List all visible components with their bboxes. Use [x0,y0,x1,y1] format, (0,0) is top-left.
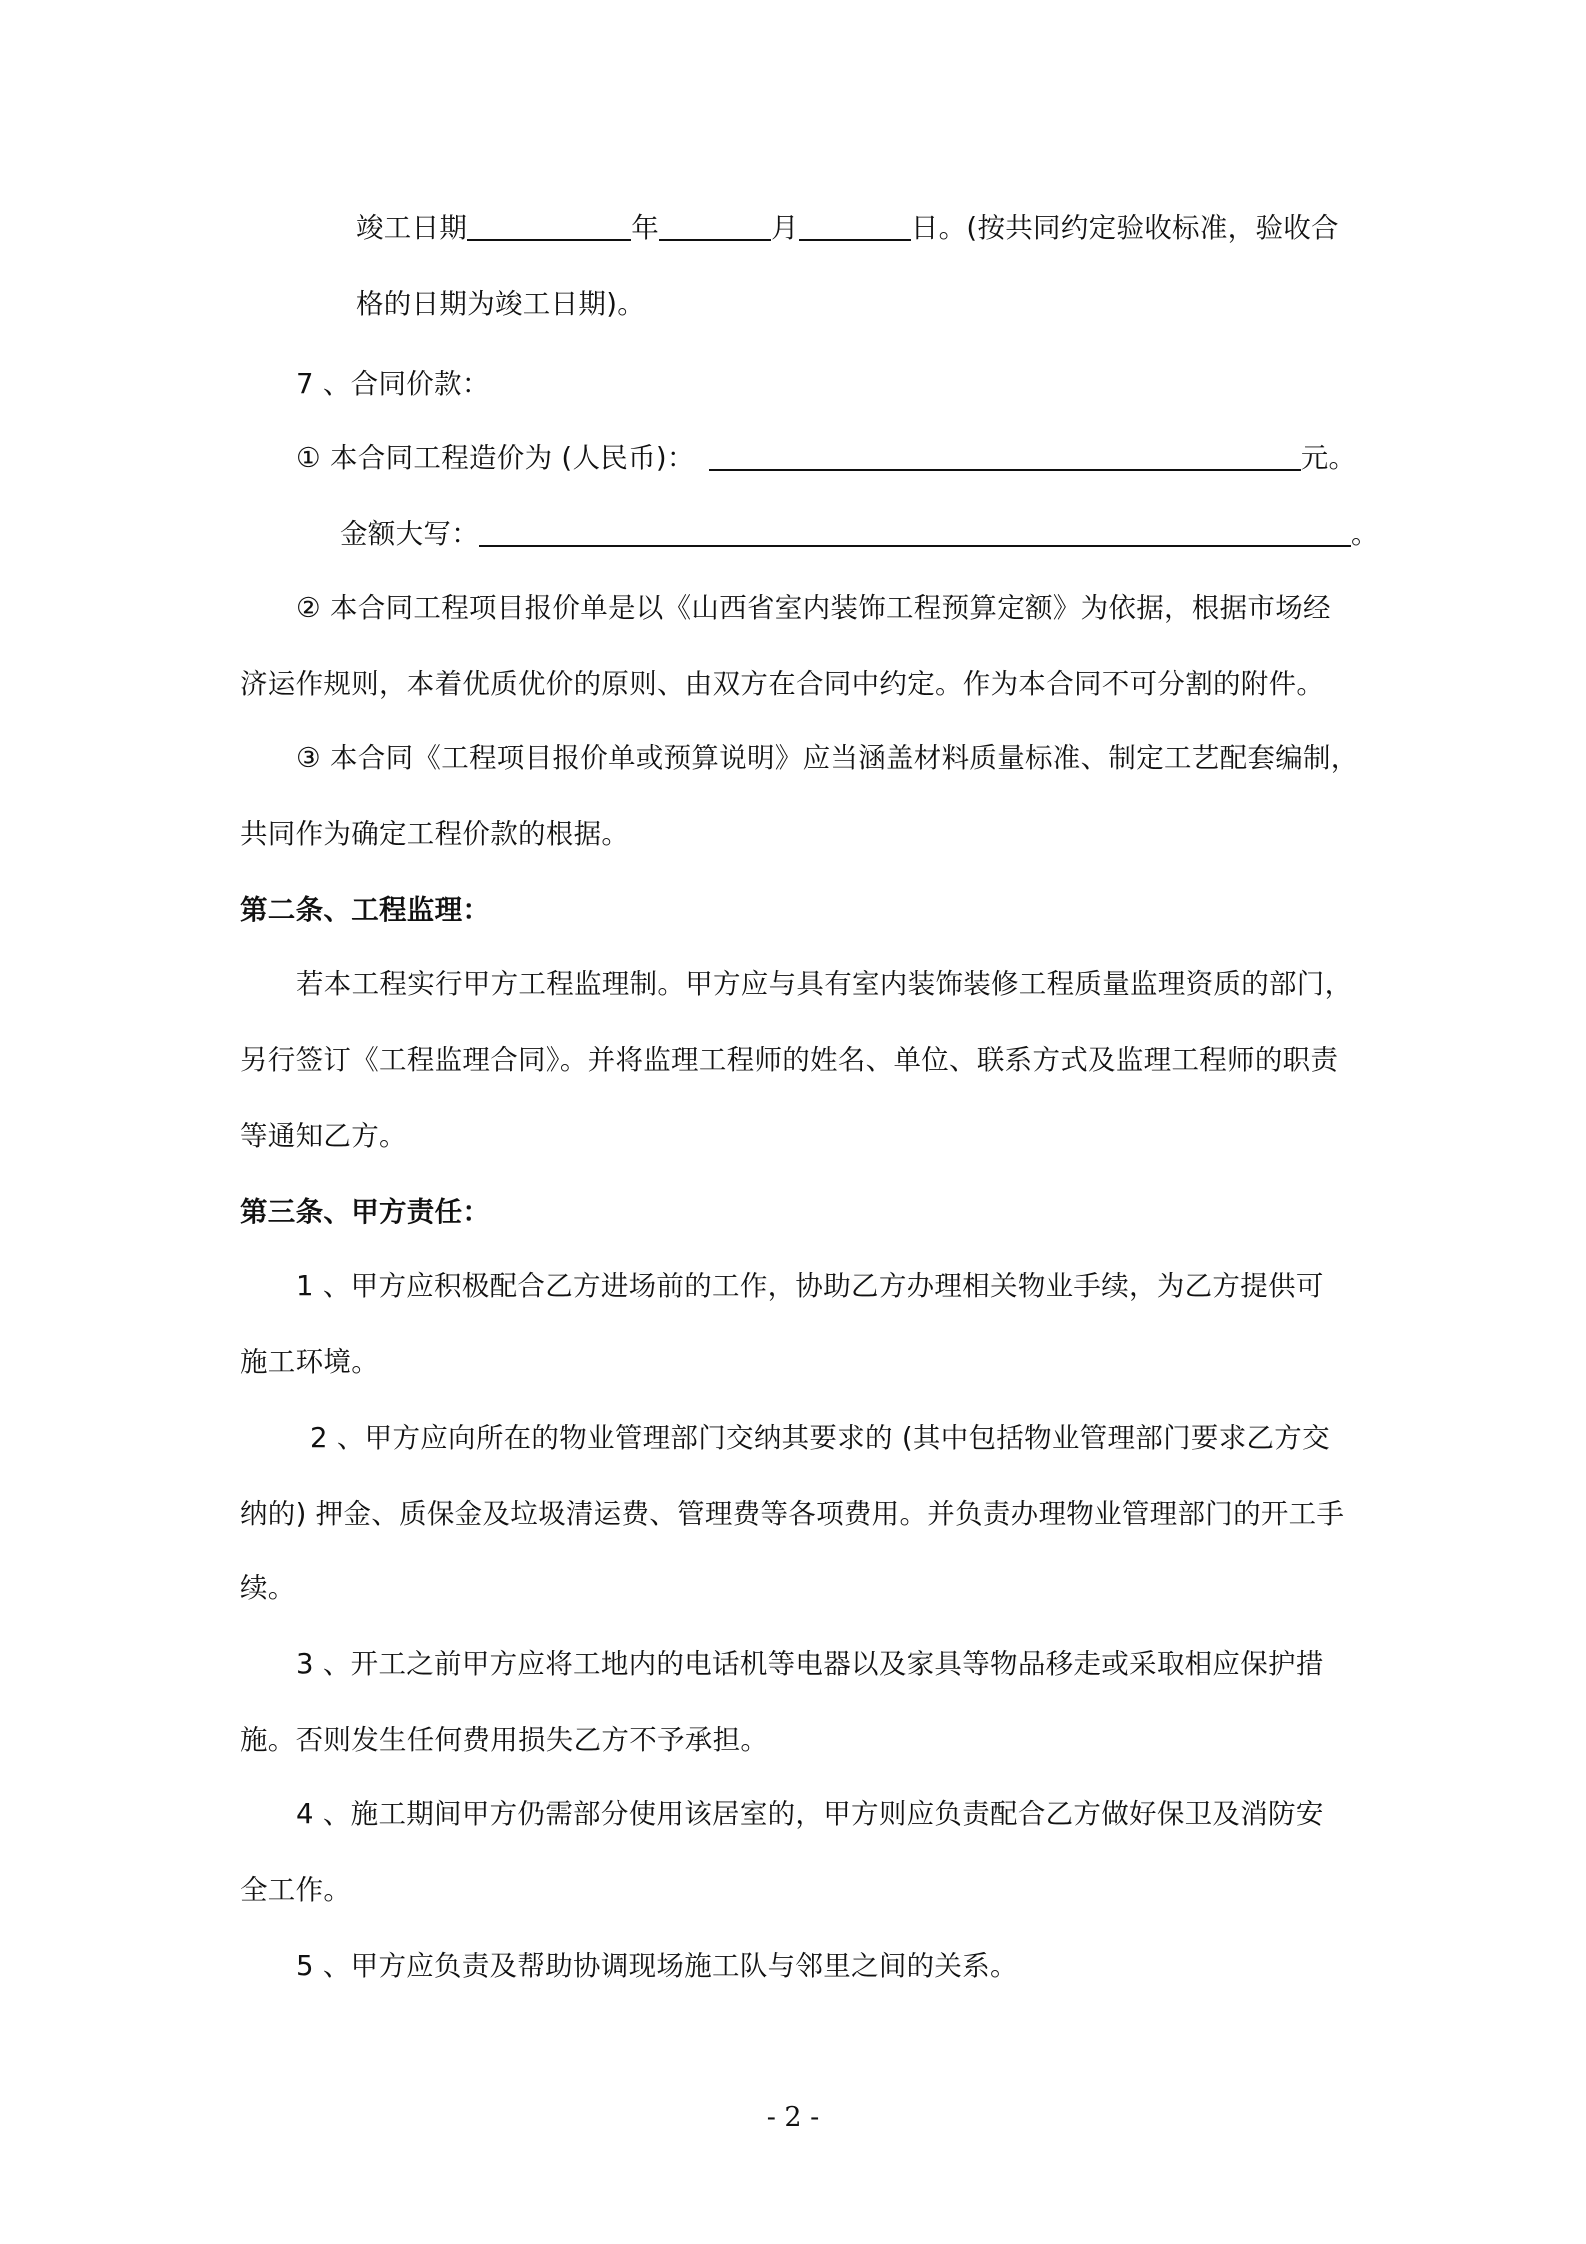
amount-words-end: 。 [1351,518,1379,550]
completion-day-blank[interactable] [799,211,911,241]
article3-item2-line1: 2 、甲方应向所在的物业管理部门交纳其要求的 (其中包括物业管理部门要求乙方交 [310,1422,1330,1454]
page-number: - 2 - [766,2102,820,2133]
article3-item4-line2: 全工作。 [240,1874,352,1906]
contract-price-blank[interactable] [709,441,1301,471]
article2-line2: 另行签订《工程监理合同》。并将监理工程师的姓名、单位、联系方式及监理工程师的职责 [240,1044,1339,1076]
article3-heading: 第三条、甲方责任： [240,1196,491,1228]
completion-year-label: 年 [631,212,660,244]
completion-date-line [356,208,1339,248]
completion-day-tail: 日。(按共同约定验收标准，验收合 [910,212,1339,244]
article3-item3-line2: 施。否则发生任何费用损失乙方不予承担。 [240,1724,769,1756]
completion-date-cont: 格的日期为竣工日期)。 [356,288,646,320]
price-item3-line2: 共同作为确定工程价款的根据。 [240,818,630,850]
price-item2-line2: 济运作规则，本着优质优价的原则、由双方在合同中约定。作为本合同不可分割的附件。 [240,668,1325,700]
price-item1-label: ① 本合同工程造价为 (人民币)： [296,442,695,474]
completion-month-blank[interactable] [659,211,771,241]
article3-item5-line1: 5 、甲方应负责及帮助协调现场施工队与邻里之间的关系。 [296,1950,1018,1982]
price-item2-line1: ② 本合同工程项目报价单是以《山西省室内装饰工程预算定额》为依据，根据市场经 [296,592,1331,624]
completion-date-label: 竣工日期 [356,212,468,244]
completion-year-blank[interactable] [467,211,631,241]
article3-item4-line1: 4 、施工期间甲方仍需部分使用该居室的，甲方则应负责配合乙方做好保卫及消防安 [296,1798,1324,1830]
article3-item3-line1: 3 、开工之前甲方应将工地内的电话机等电器以及家具等物品移走或采取相应保护措 [296,1648,1324,1680]
article3-item2-line2: 纳的) 押金、质保金及垃圾清运费、管理费等各项费用。并负责办理物业管理部门的开工手 [240,1498,1345,1530]
article3-item2-line3: 续。 [240,1572,296,1604]
amount-words-label: 金额大写： [340,518,479,550]
article2-heading: 第二条、工程监理： [240,894,491,926]
amount-words-line [340,514,1379,554]
price-heading: 7 、合同价款： [296,368,490,400]
article3-item1-line1: 1 、甲方应积极配合乙方进场前的工作，协助乙方办理相关物业手续，为乙方提供可 [296,1270,1324,1302]
price-item1-unit: 元。 [1300,442,1357,474]
price-item1-line [296,438,1356,478]
article3-item1-line2: 施工环境。 [240,1346,379,1378]
price-item3-line1: ③ 本合同《工程项目报价单或预算说明》应当涵盖材料质量标准、制定工艺配套编制， [296,742,1359,774]
completion-month-label: 月 [771,212,799,244]
article2-line1: 若本工程实行甲方工程监理制。甲方应与具有室内装饰装修工程质量监理资质的部门， [296,968,1353,1000]
article2-line3: 等通知乙方。 [240,1120,407,1152]
amount-words-blank[interactable] [479,517,1351,547]
